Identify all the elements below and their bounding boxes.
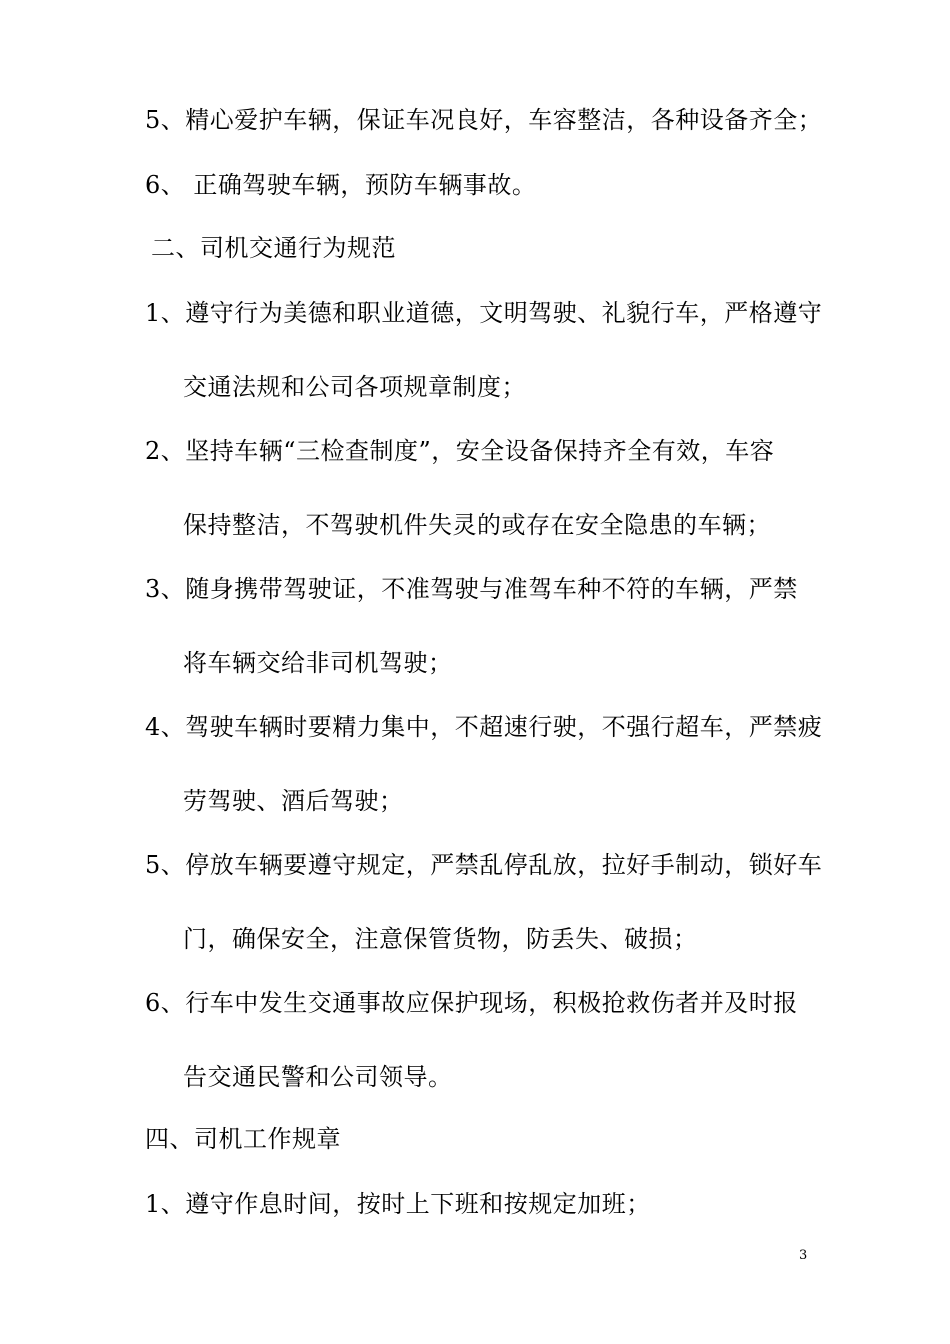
section-heading-work-rules: 四、司机工作规章 — [145, 1125, 341, 1153]
item-5-continuation: 门，确保安全，注意保管货物，防丢失、破损； — [183, 925, 698, 953]
item-2-continuation: 保持整洁，不驾驶机件失灵的或存在安全隐患的车辆； — [183, 511, 771, 539]
item-6-accident: 6、行车中发生交通事故应保护现场，积极抢救伤者并及时报 — [145, 989, 798, 1017]
item-3-license: 3、随身携带驾驶证，不准驾驶与准驾车种不符的车辆，严禁 — [145, 575, 798, 603]
item-1-work-hours: 1、遵守作息时间，按时上下班和按规定加班； — [145, 1190, 651, 1218]
page-number: 3 — [799, 1248, 808, 1263]
item-3-continuation: 将车辆交给非司机驾驶； — [183, 649, 453, 677]
item-1-obey-ethics: 1、遵守行为美德和职业道德，文明驾驶、礼貌行车，严格遵守 — [145, 299, 823, 327]
item-4-concentration: 4、驾驶车辆时要精力集中，不超速行驶，不强行超车，严禁疲 — [145, 713, 823, 741]
item-6-drive-correctly: 6、 正确驾驶车辆，预防车辆事故。 — [145, 171, 537, 199]
item-1-continuation: 交通法规和公司各项规章制度； — [183, 373, 526, 401]
item-4-continuation: 劳驾驶、酒后驾驶； — [183, 787, 404, 815]
item-5-equipment: 5、精心爱护车辆，保证车况良好，车容整洁，各种设备齐全； — [145, 106, 823, 134]
item-5-parking: 5、停放车辆要遵守规定，严禁乱停乱放，拉好手制动，锁好车 — [145, 851, 823, 879]
item-2-three-checks: 2、坚持车辆“三检查制度”，安全设备保持齐全有效，车容 — [145, 437, 775, 465]
item-6-continuation: 告交通民警和公司领导。 — [183, 1063, 453, 1091]
section-heading-traffic-behavior: 二、司机交通行为规范 — [151, 234, 396, 262]
